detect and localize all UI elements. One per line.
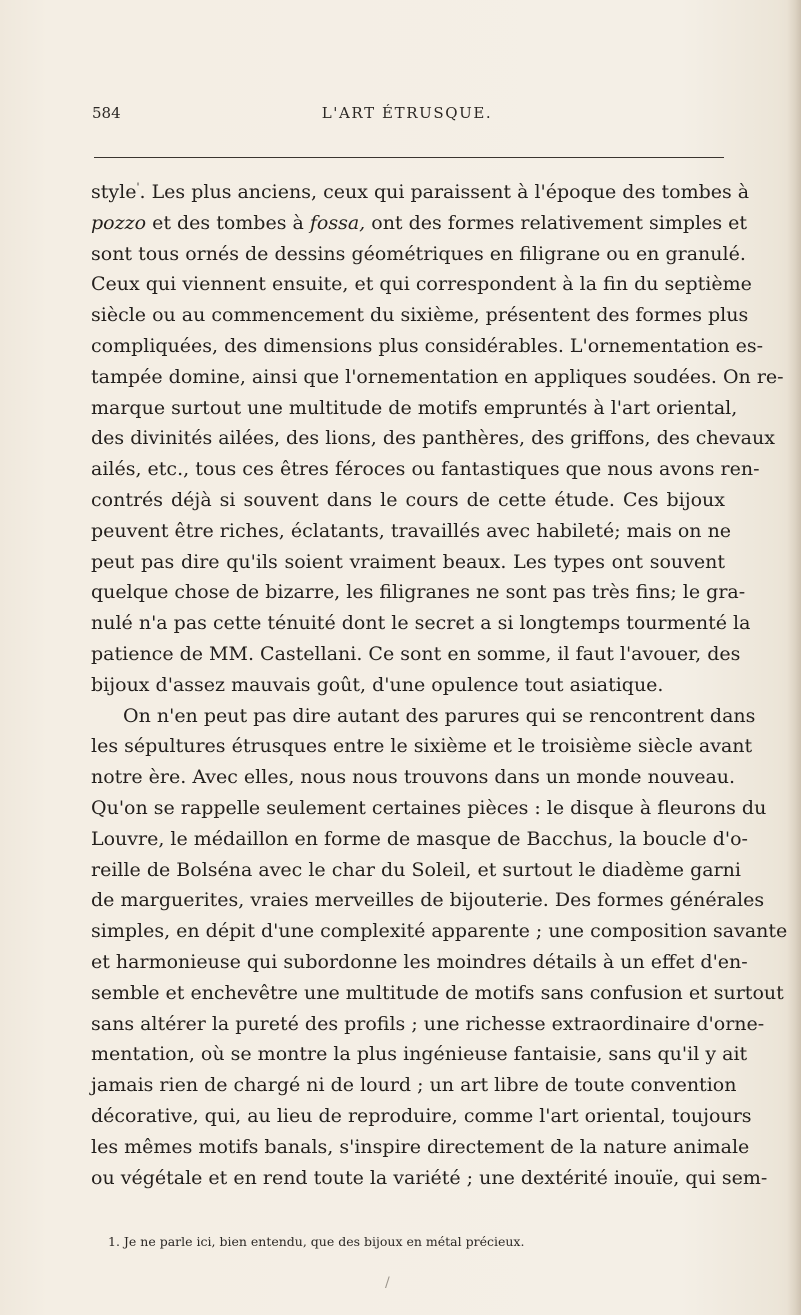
running-title: L'ART ÉTRUSQUE. xyxy=(321,104,493,122)
text-line: jamais rien de chargé ni de lourd ; un art libre de toute convention xyxy=(91,1074,737,1097)
text-line: et harmonieuse qui subordonne les moindres détails à un effet d'en- xyxy=(91,950,748,973)
text-line: des divinités ailées, des lions, des panthères, des griffons, des chevaux xyxy=(91,427,775,450)
text-line: ou végétale et en rend toute la variété ; une dextérité inouïe, qui sem- xyxy=(91,1166,768,1189)
body-text xyxy=(91,177,788,1193)
text-line: décorative, qui, au lieu de reproduire, comme l'art oriental, toujours xyxy=(91,1104,752,1127)
text-line: simples, en dépit d'une complexité apparente ; une composition savante xyxy=(91,920,788,943)
stray-mark: / xyxy=(385,1275,390,1291)
text-line: Qu'on se rappelle seulement certaines pièces : le disque à fleurons du xyxy=(91,796,767,819)
text-line: Ceux qui viennent ensuite, et qui correspondent à la fin du septième xyxy=(91,273,752,296)
text-line: patience de MM. Castellani. Ce sont en somme, il faut l'avouer, des xyxy=(91,642,741,665)
text-line: marque surtout une multitude de motifs empruntés à l'art oriental, xyxy=(91,396,738,419)
text-line: sans altérer la pureté des profils ; une richesse extraordinaire d'orne- xyxy=(91,1012,765,1035)
text-line-paragraph-end: bijoux d'assez mauvais goût, d'une opulence tout asiatique. xyxy=(91,673,664,696)
text-line: nulé n'a pas cette ténuité dont le secret a si longtemps tourmenté la xyxy=(91,612,751,635)
text-line: de marguerites, vraies merveilles de bijouterie. Des formes générales xyxy=(91,889,765,912)
text-line-2: pozzo et des tombes à fossa, ont des formes relativement simples et xyxy=(91,211,747,234)
text-line: ailés, etc., tous ces êtres féroces ou fantastiques que nous avons ren- xyxy=(91,458,760,481)
header-rule xyxy=(94,157,724,158)
text-line: notre ère. Avec elles, nous nous trouvons dans un monde nouveau. xyxy=(91,766,736,789)
text-line: Louvre, le médaillon en forme de masque de Bacchus, la boucle d'o- xyxy=(91,827,748,850)
footnote-marker: ' xyxy=(136,180,140,194)
italic-term-pozzo: pozzo xyxy=(91,211,147,234)
text-line: sont tous ornés de dessins géométriques en filigrane ou en granulé. xyxy=(91,242,746,265)
text-line: compliquées, des dimensions plus considérables. L'ornementation es- xyxy=(91,334,764,357)
text-line: peut pas dire qu'ils soient vraiment beaux. Les types ont souvent xyxy=(91,550,725,573)
page-edge-shadow xyxy=(787,0,801,1315)
text-line: semble et enchevêtre une multitude de motifs sans confusion et surtout xyxy=(91,981,784,1004)
text-line: les sépultures étrusques entre le sixième et le troisième siècle avant xyxy=(91,735,753,758)
page-number: 584 xyxy=(92,104,121,122)
text-line: reille de Bolséna avec le char du Soleil, et surtout le diadème garni xyxy=(91,858,741,881)
text-line: quelque chose de bizarre, les filigranes ne sont pas très fins; le gra- xyxy=(91,581,746,604)
text-line: contrés déjà si souvent dans le cours de cette étude. Ces bijoux xyxy=(91,488,725,511)
text-line: les mêmes motifs banals, s'inspire directement de la nature animale xyxy=(91,1135,750,1158)
footnote: 1. Je ne parle ici, bien entendu, que des bijoux en métal précieux. xyxy=(108,1234,525,1249)
text-line: mentation, où se montre la plus ingénieuse fantaisie, sans qu'il y ait xyxy=(91,1043,748,1066)
page-header xyxy=(92,104,722,130)
text-line: tampée domine, ainsi que l'ornementation en appliques soudées. On re- xyxy=(91,365,784,388)
text-line: peuvent être riches, éclatants, travaillés avec habileté; mais on ne xyxy=(91,519,732,542)
text-line: siècle ou au commencement du sixième, présentent des formes plus xyxy=(91,304,749,327)
text-line-1: style'. Les plus anciens, ceux qui paraissent à l'époque des tombes à xyxy=(91,180,750,203)
italic-term-fossa: fossa, xyxy=(309,211,366,234)
text-line-paragraph-start: On n'en peut pas dire autant des parures qui se rencontrent dans xyxy=(123,704,756,727)
